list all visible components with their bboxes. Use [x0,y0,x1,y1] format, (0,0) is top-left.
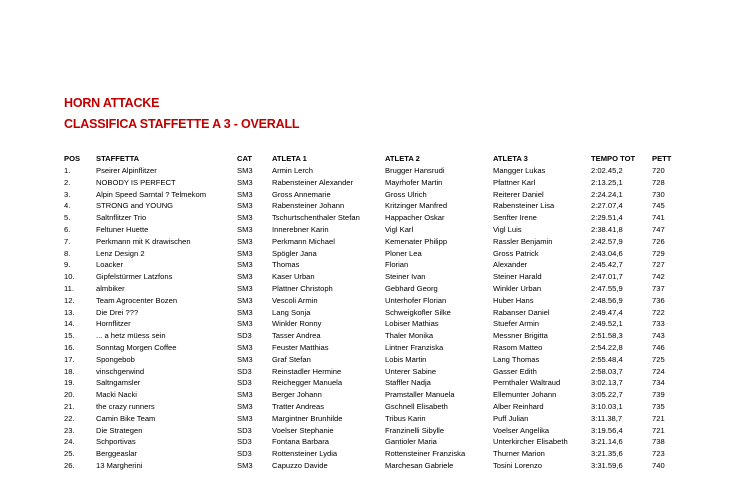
cell-atleta3: Voelser Angelika [493,425,550,435]
cell-staffetta: NOBODY IS PERFECT [96,177,176,187]
cell-atleta1: Tschurtschenthaler Stefan [272,213,360,223]
cell-tempo: 2:49.52,1 [591,319,623,329]
cell-atleta1: Fontana Barbara [272,437,329,447]
cell-cat: SD3 [237,366,252,376]
cell-tempo: 2:42.57,9 [591,236,623,246]
cell-atleta1: Tratter Andreas [272,401,325,411]
cell-atleta1: Winkler Ronny [272,319,322,329]
cell-staffetta: Die Drei ??? [96,307,139,317]
cell-staffetta: Alpin Speed Sarntal ? Telmekom [96,189,207,199]
cell-pos: 1. [64,166,71,175]
cell-pett: 724 [652,366,665,376]
cell-cat: SD3 [237,378,252,388]
cell-cat: SM3 [237,213,253,223]
cell-tempo: 2:38.41,8 [591,224,623,234]
cell-staffetta: Schportivas [96,437,136,447]
cell-pos: 6. [64,224,71,234]
cell-atleta2: Gantioler Maria [385,437,437,447]
cell-atleta3: Rassler Benjamin [493,236,553,246]
cell-cat: SM3 [237,260,253,270]
cell-pett: 734 [652,378,665,388]
cell-atleta3: Winkler Urban [493,283,542,293]
cell-atleta1: Rabensteiner Johann [272,201,345,211]
cell-atleta3: Rasom Matteo [493,342,543,352]
cell-tempo: 2:24.24,1 [591,189,623,199]
cell-cat: SM3 [237,354,253,364]
cell-cat: SD3 [237,331,252,341]
cell-atleta3: Reiterer Daniel [493,189,544,199]
cell-cat: SM3 [237,248,253,258]
cell-atleta3: Alber Reinhard [493,401,544,411]
cell-tempo: 2:54.22,8 [591,342,623,352]
cell-pett: 737 [652,283,665,293]
cell-staffetta: Lenz Design 2 [96,248,145,258]
header-atleta3: ATLETA 3 [493,154,528,163]
cell-staffetta: the crazy runners [96,401,155,411]
cell-atleta3: Stuefer Armin [493,319,540,329]
cell-pett: 733 [652,319,665,329]
cell-atleta2: Gross Ulrich [385,189,427,199]
cell-pett: 738 [652,437,665,447]
cell-staffetta: Sonntag Morgen Coffee [96,342,177,352]
cell-atleta2: Lintner Franziska [385,342,444,352]
cell-atleta1: Gross Annemarie [272,189,331,199]
cell-atleta2: Franzinelli Sibylle [385,425,445,435]
cell-tempo: 2:47.01,7 [591,272,623,282]
cell-atleta2: Florian [385,260,409,270]
cell-atleta3: Mangger Lukas [493,166,546,175]
cell-atleta2: Lobis Martin [385,354,427,364]
cell-atleta3: Vigl Luis [493,224,522,234]
cell-atleta3: Pfattner Karl [493,177,536,187]
header-atleta1: ATLETA 1 [272,154,307,163]
cell-atleta2: Kritzinger Manfred [385,201,448,211]
cell-atleta1: Reichegger Manuela [272,378,343,388]
cell-cat: SM3 [237,272,253,282]
cell-tempo: 3:05.22,7 [591,390,623,400]
cell-pett: 735 [652,401,665,411]
cell-pett: 746 [652,342,665,352]
cell-pos: 2. [64,177,71,187]
cell-pos: 13. [64,307,75,317]
cell-cat: SM3 [237,342,253,352]
cell-pett: 743 [652,331,665,341]
cell-cat: SM3 [237,307,253,317]
cell-pett: 740 [652,460,665,470]
cell-staffetta: 13 Margherini [96,460,143,470]
cell-cat: SM3 [237,413,253,423]
cell-staffetta: Macki Nacki [96,390,137,400]
cell-pos: 24. [64,437,75,447]
document-title: HORN ATTACKE [64,96,160,110]
cell-pett: 728 [652,177,665,187]
cell-atleta1: Armin Lerch [272,166,313,175]
cell-atleta1: Lang Sonja [272,307,311,317]
cell-pos: 26. [64,460,75,470]
cell-atleta1: Reinstadler Hermine [272,366,342,376]
cell-cat: SD3 [237,437,252,447]
cell-tempo: 2:45.42,7 [591,260,623,270]
cell-tempo: 2:58.03,7 [591,366,623,376]
cell-atleta1: Rabensteiner Alexander [272,177,354,187]
cell-pos: 7. [64,236,71,246]
cell-atleta3: Steiner Harald [493,272,542,282]
cell-pos: 23. [64,425,75,435]
cell-pett: 720 [652,166,665,175]
cell-pos: 21. [64,401,75,411]
cell-tempo: 2:29.51,4 [591,213,623,223]
cell-pett: 725 [652,354,665,364]
cell-pos: 14. [64,319,75,329]
cell-pett: 742 [652,272,665,282]
cell-atleta3: Senfter Irene [493,213,537,223]
cell-cat: SM3 [237,236,253,246]
cell-atleta1: Kaser Urban [272,272,315,282]
cell-tempo: 3:11.38,7 [591,413,623,423]
cell-tempo: 2:48.56,9 [591,295,623,305]
cell-atleta2: Mayrhofer Martin [385,177,443,187]
cell-pos: 4. [64,201,71,211]
cell-staffetta: vinschgerwind [96,366,145,376]
cell-staffetta: Spongebob [96,354,135,364]
cell-atleta1: Plattner Christoph [272,283,333,293]
cell-atleta2: Unterer Sabine [385,366,437,376]
cell-atleta2: Lobiser Mathias [385,319,439,329]
cell-staffetta: Berggeaslar [96,449,137,459]
cell-atleta2: Pramstaller Manuela [385,390,455,400]
cell-pett: 729 [652,248,665,258]
cell-tempo: 2:51.58,3 [591,331,623,341]
cell-atleta3: Gross Patrick [493,248,539,258]
header-tempo: TEMPO TOT [591,154,636,163]
cell-cat: SM3 [237,201,253,211]
cell-staffetta: Hornflitzer [96,319,131,329]
cell-cat: SM3 [237,177,253,187]
cell-atleta3: Alexander [493,260,528,270]
cell-atleta2: Vigl Karl [385,224,414,234]
cell-pos: 25. [64,449,75,459]
cell-tempo: 3:31.59,6 [591,460,623,470]
header-staffetta: STAFFETTA [96,154,140,163]
cell-cat: SM3 [237,283,253,293]
cell-atleta1: Feuster Matthias [272,342,329,352]
cell-pett: 745 [652,201,665,211]
cell-atleta3: Unterkircher Elisabeth [493,437,568,447]
cell-pos: 5. [64,213,71,223]
cell-pos: 19. [64,378,75,388]
cell-atleta1: Graf Stefan [272,354,311,364]
cell-tempo: 2:49.47,4 [591,307,623,317]
cell-tempo: 2:02.45,2 [591,166,623,175]
cell-atleta3: Huber Hans [493,295,534,305]
cell-atleta3: Gasser Edith [493,366,537,376]
cell-atleta3: Lang Thomas [493,354,540,364]
cell-staffetta: Pseirer Alpinflitzer [96,166,157,175]
header-cat: CAT [237,154,253,163]
cell-atleta1: Perkmann Michael [272,236,335,246]
cell-atleta3: Pernthaler Waltraud [493,378,561,388]
cell-pett: 739 [652,390,665,400]
cell-atleta1: Tasser Andrea [272,331,321,341]
cell-atleta2: Marchesan Gabriele [385,460,454,470]
cell-staffetta: almbiker [96,283,125,293]
cell-staffetta: Gipfelstürmer Latzfons [96,272,173,282]
cell-cat: SM3 [237,401,253,411]
cell-pett: 721 [652,425,665,435]
cell-tempo: 3:21.35,6 [591,449,623,459]
cell-pett: 747 [652,224,665,234]
cell-cat: SM3 [237,166,253,175]
cell-pos: 10. [64,272,75,282]
cell-atleta1: Vescoli Armin [272,295,318,305]
cell-cat: SM3 [237,390,253,400]
cell-tempo: 2:55.48,4 [591,354,623,364]
cell-tempo: 2:47.55,9 [591,283,623,293]
cell-staffetta: Perkmann mit K drawischen [96,236,191,246]
cell-tempo: 3:10.03,1 [591,401,623,411]
cell-atleta3: Ellemunter Johann [493,390,557,400]
cell-atleta2: Thaler Monika [385,331,434,341]
cell-pos: 15. [64,331,75,341]
cell-atleta1: Berger Johann [272,390,322,400]
document-subtitle: CLASSIFICA STAFFETTE A 3 - OVERALL [64,117,300,131]
cell-atleta1: Innerebner Karin [272,224,329,234]
cell-staffetta: Die Strategen [96,425,143,435]
cell-atleta2: Rottensteiner Franziska [385,449,466,459]
cell-atleta3: Rabanser Daniel [493,307,550,317]
cell-atleta2: Gschnell Elisabeth [385,401,448,411]
cell-cat: SM3 [237,224,253,234]
cell-cat: SM3 [237,319,253,329]
cell-atleta3: Thurner Marion [493,449,545,459]
cell-pos: 8. [64,248,71,258]
cell-atleta2: Schweigkofler Silke [385,307,451,317]
cell-atleta2: Brugger Hansrudi [385,166,445,175]
cell-atleta1: Margintner Brunhilde [272,413,343,423]
cell-atleta2: Gebhard Georg [385,283,438,293]
cell-atleta2: Staffler Nadja [385,378,431,388]
header-pett: PETT [652,154,672,163]
cell-atleta3: Tosini Lorenzo [493,460,542,470]
cell-cat: SM3 [237,189,253,199]
cell-tempo: 2:27.07,4 [591,201,623,211]
cell-pos: 3. [64,189,71,199]
cell-staffetta: Feltuner Huette [96,224,149,234]
header-pos: POS [64,154,81,163]
cell-pett: 730 [652,189,665,199]
cell-staffetta: Saltnflitzer Trio [96,213,147,223]
cell-tempo: 3:19.56,4 [591,425,623,435]
cell-atleta1: Capuzzo Davide [272,460,328,470]
cell-pett: 727 [652,260,665,270]
cell-pos: 17. [64,354,75,364]
cell-cat: SD3 [237,425,252,435]
cell-pett: 721 [652,413,665,423]
cell-atleta3: Rabensteiner Lisa [493,201,555,211]
cell-atleta2: Kemenater Philipp [385,236,448,246]
cell-pos: 22. [64,413,75,423]
cell-pos: 16. [64,342,75,352]
cell-pos: 11. [64,283,74,293]
cell-tempo: 3:21.14,6 [591,437,623,447]
cell-staffetta: ... a hetz müess sein [96,331,166,341]
cell-staffetta: Saltngamsler [96,378,141,388]
cell-atleta3: Messner Brigitta [493,331,548,341]
cell-pos: 18. [64,366,75,376]
cell-atleta2: Steiner Ivan [385,272,426,282]
cell-tempo: 3:02.13,7 [591,378,623,388]
cell-pett: 726 [652,236,665,246]
cell-atleta1: Spögler Jana [272,248,317,258]
cell-staffetta: STRONG and YOUNG [96,201,174,211]
cell-atleta3: Puff Julian [493,413,529,423]
cell-cat: SM3 [237,295,253,305]
cell-pett: 741 [652,213,665,223]
cell-pett: 723 [652,449,665,459]
cell-staffetta: Team Agrocenter Bozen [96,295,178,305]
cell-pos: 9. [64,260,71,270]
cell-atleta1: Thomas [272,260,300,270]
cell-atleta2: Unterhofer Florian [385,295,447,305]
cell-tempo: 2:13.25,1 [591,177,623,187]
cell-cat: SD3 [237,449,252,459]
cell-atleta1: Rottensteiner Lydia [272,449,338,459]
cell-pett: 722 [652,307,665,317]
cell-staffetta: Camin Bike Team [96,413,156,423]
header-atleta2: ATLETA 2 [385,154,420,163]
cell-atleta2: Happacher Oskar [385,213,445,223]
cell-atleta2: Tribus Karin [385,413,426,423]
cell-pos: 12. [64,295,75,305]
cell-pos: 20. [64,390,75,400]
cell-tempo: 2:43.04,6 [591,248,623,258]
cell-cat: SM3 [237,460,253,470]
cell-atleta2: Ploner Lea [385,248,422,258]
cell-atleta1: Voelser Stephanie [272,425,334,435]
cell-pett: 736 [652,295,665,305]
cell-staffetta: Loacker [96,260,124,270]
